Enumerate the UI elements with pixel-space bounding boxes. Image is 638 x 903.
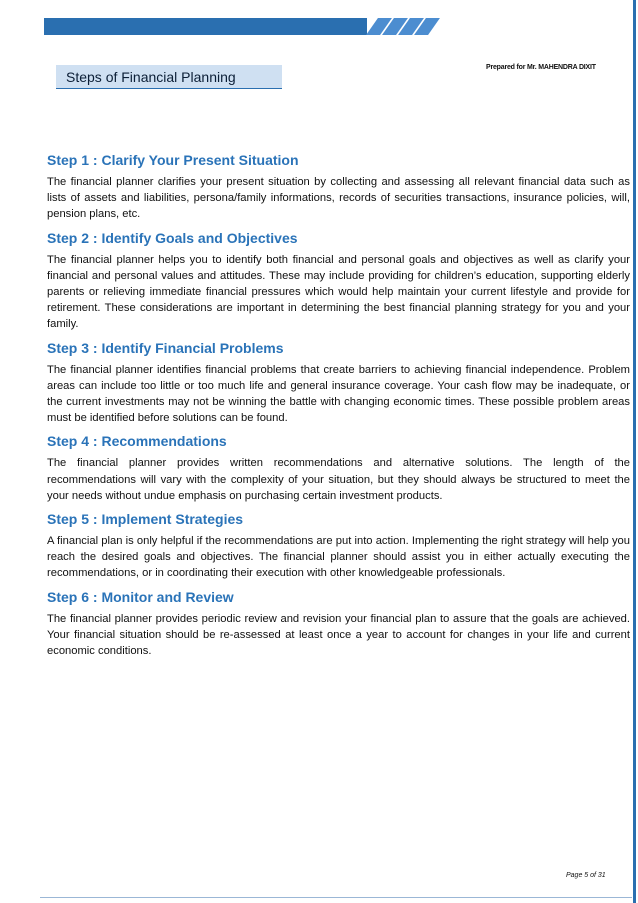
step-paragraph: The financial planner provides periodic review and revision your financial plan to assure that the goals are achieved. Your financial situation should be re-assessed at least once a year to account for changes in your life and current economic conditions. (47, 612, 630, 658)
prepared-for-label: Prepared for Mr. MAHENDRA DIXIT (486, 64, 596, 71)
step-paragraph: The financial planner provides written recommendations and alternative solutions. The length of the recommendations will vary with the complexity of your situation, but they should always be structured to meet the your needs without undue emphasis on purchasing certain investment products. (47, 457, 630, 502)
section-title: Steps of Financial Planning (56, 65, 282, 89)
step-paragraph: The financial planner identifies financial problems that create barriers to achieving financial independence. Problem areas can include too little or too much life and general insurance coverage. Your cash flow may be inadequate, or the current investments may not be winning the battle with changing economic times. These possible problem areas must be identified before solutions can be found. (47, 363, 630, 425)
step-section (47, 340, 630, 427)
step-section (47, 152, 630, 223)
step-section (47, 230, 630, 333)
step-heading: Step 4 : Recommendations (47, 433, 227, 450)
step-heading: Step 6 : Monitor and Review (47, 588, 234, 605)
step-heading: Step 5 : Implement Strategies (47, 511, 244, 528)
step-section (47, 589, 630, 660)
step-paragraph: A financial plan is only helpful if the recommendations are put into action. Implementing the right strategy will help you reach the desired goals and objectives. The financial planner should assist you in either actually executing the recommendations, or in coordinating their execution with other knowledgeable professionals. (47, 535, 630, 580)
step-paragraph: The financial planner helps you to identify both financial and personal goals and objectives as well as clarify your financial and personal values and attitudes. These may include providing for children’s education, supporting elderly parents or relieving immediate financial pressures which would help maintain your current lifestyle and provide for retirement. These considerations are important in determining the best financial planning strategy for you and your family. (47, 253, 630, 331)
header-color-bar (44, 18, 367, 35)
footer-rule (40, 897, 632, 898)
step-paragraph: The financial planner clarifies your present situation by collecting and assessing all relevant financial data such as lists of assets and liabilities, persona/family informations, records of securities transactions, insurance policies, will, pension plans, etc. (47, 176, 630, 221)
step-heading: Step 2 : Identify Goals and Objectives (47, 229, 298, 246)
page-edge-rule (633, 0, 636, 903)
step-section (47, 511, 630, 582)
step-heading: Step 1 : Clarify Your Present Situation (47, 152, 299, 168)
step-heading: Step 3 : Identify Financial Problems (47, 339, 284, 356)
step-section (47, 433, 630, 504)
page-number: Page 5 of 31 (566, 872, 606, 879)
document-body (47, 152, 630, 666)
